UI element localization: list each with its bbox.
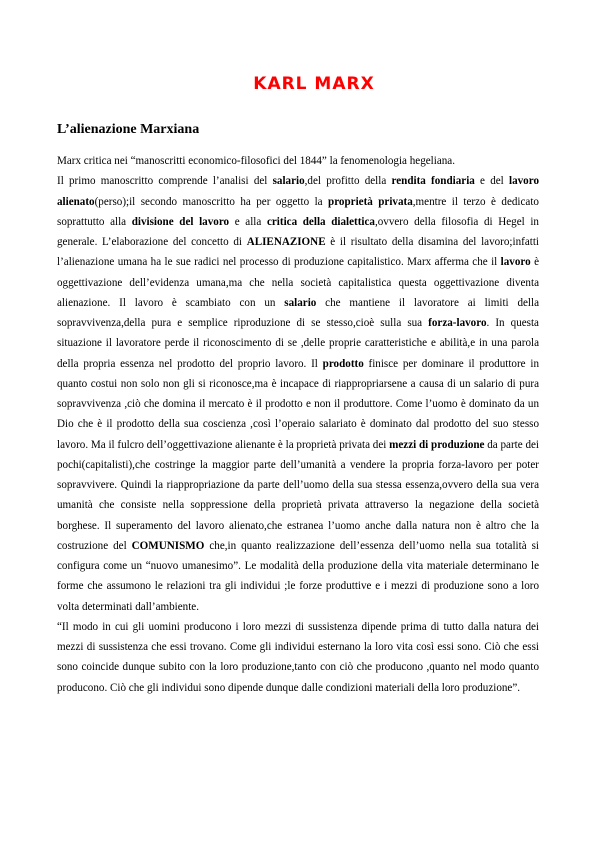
paragraph [57,171,539,617]
bold-term: salario [284,296,317,309]
text-run: e del [474,175,509,188]
text-run: (perso);il secondo manoscritto ha per oggetto la [94,195,329,208]
text-run: . In questa situazione il lavoratore perde il riconoscimento di se ,delle proprie caratteristiche e abilità,e in una parola della propria essenza nel prodotto del proprio lavoro. Il [57,317,539,370]
text-run: Marx critica nei “manoscritti economico-filosofici del 1844” la fenomenologia hegeliana. [57,155,455,167]
bold-term: forza-lavoro [428,317,487,329]
bold-term: divisione del lavoro [131,215,230,228]
text-run: è oggettivazione dell’evidenza umana,ma che nella società capitalistica questa oggettivazione diventa alienazione. Il lavoro è scambiato con un [57,256,540,309]
bold-term: critica della dialettica [266,215,375,228]
bold-term: prodotto [322,357,364,370]
text-run: ,del profitto della [304,175,392,188]
text-run: e alla [229,215,267,228]
body-text [57,151,539,698]
text-run: che mantiene il lavoratore ai limiti della sopravvivenza,della pura e semplice riproduzione di se stesso,cioè sulla sua [57,296,540,329]
text-run: finisce per dominare il produttore in quanto costui non solo non gli si riconosce,ma è incapace di riappropriarsene a causa di un salario di pura sopravvivenza ,ciò che domina il mercato è il prodotto e non il produttore. Come l’uomo è dominato da un Dio che è il prodotto della sua coscienza ,così l’operaio salariato è dominato dal prodotto del suo stesso lavoro. Ma il fulcro dell’oggettivazione alienante è la proprietà privata dei [57,357,540,451]
paragraph [57,617,539,698]
text-run: ,mentre il terzo è dedicato soprattutto alla [57,195,539,228]
paragraph [57,151,539,171]
bold-term: lavoro alienato [57,175,539,208]
bold-term: ALIENAZIONE [246,236,326,248]
text-run: ,ovvero della filosofia di Hegel in generale. L’elaborazione del concetto di [57,215,539,248]
text-run: che,in quanto realizzazione dell’essenza dell’uomo nella sua totalità si configura come un “nuovo umanesimo”. Le modalità della produzione della vita materiale determinano le forme che assumono le relazioni tra gli individui ;le forze produttive e i mezzi di produzione sono a loro volta determinati dall’ambiente. [57,539,539,613]
bold-term: mezzi di produzione [389,438,485,451]
bold-term: proprietà privata [328,195,413,208]
bold-term: salario [272,175,305,188]
bold-term: lavoro [500,256,531,269]
text-run: Il primo manoscritto comprende l’analisi del [57,175,273,188]
text-run: “Il modo in cui gli uomini producono i loro mezzi di sussistenza dipende prima di tutto dalla natura dei mezzi di sussistenza che essi trovano. Come gli individui esternano la loro vita così essi sono. Ciò che essi sono coincide dunque subito con la loro produzione,tanto con ciò che producono ,quanto nel modo quanto producono. Ciò che gli individui sono dipende dunque dalle condizioni materiali della loro produzione”. [57,620,539,694]
text-run: da parte dei pochi(capitalisti),che costringe la maggior parte dell’umanità a vendere la propria forza-lavoro per poter sopravvivere. Quindi la riappropriazione da parte dell’uomo della sua stessa essenza,ovvero della sua vera umanità che consiste nella soppressione della proprietà privata attraverso la negazione della società borghese. Il superamento del lavoro alienato,che estranea l’uomo anche dalla natura non è altro che la costruzione del [57,438,540,552]
bold-term: rendita fondiaria [391,175,475,188]
document-title: KARL MARX [253,74,375,94]
bold-term: COMUNISMO [131,539,205,552]
section-heading: L’alienazione Marxiana [57,122,200,137]
text-run: è il risultato della disamina del lavoro;infatti l’alienazione umana ha le sue radici nel processo di produzione capitalistico. Marx afferma che il [57,236,539,269]
